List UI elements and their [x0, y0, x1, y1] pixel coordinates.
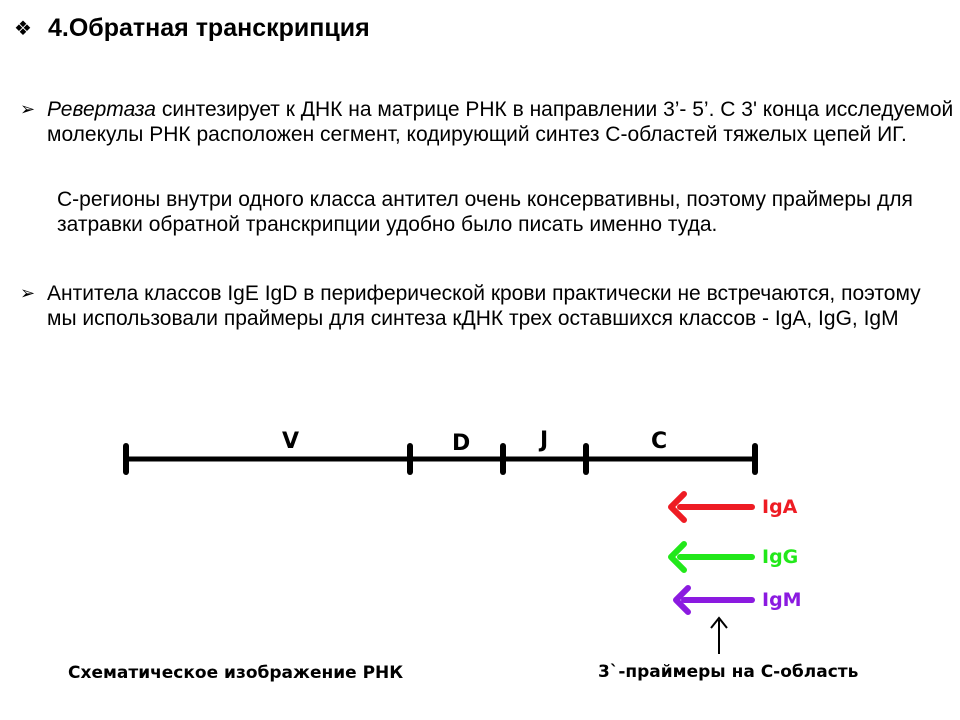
up-arrow-icon: [711, 618, 727, 654]
iga-primer-arrow-icon: [671, 494, 752, 520]
revertase-term: Ревертаза: [47, 98, 156, 121]
arrow-bullet-icon: ➢: [20, 99, 36, 119]
segment-label-c: C: [651, 429, 668, 454]
primer-label-iga: IgA: [762, 496, 798, 518]
primer-label-igg: IgG: [762, 546, 799, 568]
slide-title-text: 4.Обратная транскрипция: [48, 14, 370, 42]
segment-label-v: V: [282, 429, 300, 454]
primer-label-igm: IgM: [762, 589, 802, 611]
segment-label-d: D: [452, 431, 471, 456]
segment-label-j: J: [540, 428, 549, 453]
igg-primer-arrow-icon: [671, 544, 752, 570]
arrow-bullet-icon: ➢: [20, 283, 36, 303]
revertase-description: синтезирует к ДНК на матрице РНК в направлении 3’- 5’. С 3' конца исследуемой молекулы РНК расположен сегмент, кодирующий синтез С-областей тяжелых цепей ИГ.: [47, 98, 954, 146]
c-regions-text: С-регионы внутри одного класса антител очень консервативны, поэтому праймеры для затравки обратной транскрипции удобно было писать именно туда.: [57, 188, 913, 236]
igm-primer-arrow-icon: [676, 588, 752, 612]
diamond-bullet-icon: ❖: [14, 17, 32, 40]
caption-primers: 3`-праймеры на С-область: [598, 662, 859, 682]
antibody-classes-text: Антитела классов IgE IgD в периферической крови практически не встречаются, поэтому мы использовали праймеры для синтеза кДНК трех оставшихся классов - IgA, IgG, IgM: [47, 282, 921, 330]
caption-rna-scheme: Схематическое изображение РНК: [68, 663, 404, 683]
